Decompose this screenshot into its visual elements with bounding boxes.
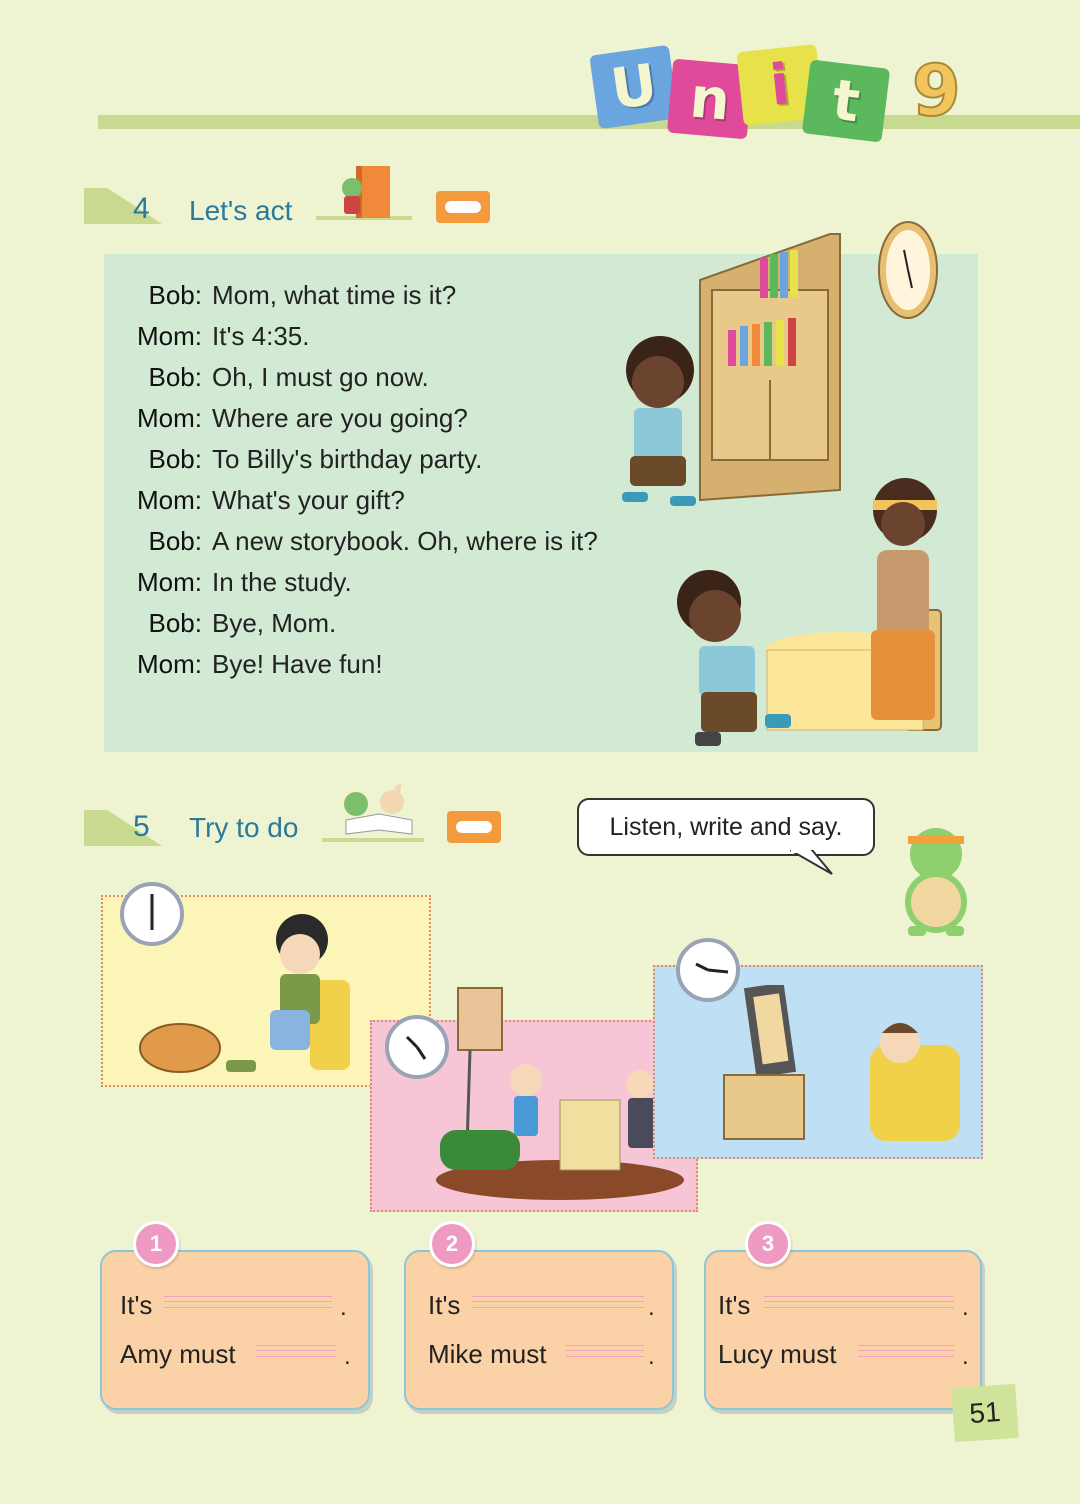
line-text: Where are you going? xyxy=(212,403,468,433)
speaker: Mom: xyxy=(137,485,202,515)
card-2-line2-label: Mike must xyxy=(428,1339,547,1369)
section-4-tab xyxy=(84,188,162,224)
wall-clock-icon xyxy=(878,220,938,320)
card-1-line1-period: . xyxy=(340,1294,347,1321)
card-3-line2-period: . xyxy=(962,1343,969,1370)
card-3-line1-blank[interactable] xyxy=(764,1296,954,1308)
card-2-line1-blank[interactable] xyxy=(472,1296,644,1308)
section-5-underline xyxy=(322,838,424,842)
audio-cassette-icon[interactable] xyxy=(447,811,501,843)
unit-tile-t: t xyxy=(802,59,890,142)
card-2-line2-blank[interactable] xyxy=(566,1345,644,1357)
card-2-line1-label: It's xyxy=(428,1290,461,1320)
dialogue-line xyxy=(0,362,660,403)
dialogue-line xyxy=(0,567,660,608)
girl-watching-tv-illustration xyxy=(720,985,970,1145)
mom-and-boy-illustration xyxy=(655,470,955,770)
line-text: Mom, what time is it? xyxy=(212,280,457,310)
speaker: Mom: xyxy=(137,649,202,679)
speaker: Mom: xyxy=(137,567,202,597)
card-1-line1-blank[interactable] xyxy=(164,1296,332,1308)
speaker: Bob: xyxy=(148,362,202,392)
girl-putting-on-shoes-illustration xyxy=(130,900,360,1080)
card-1-line1-label: It's xyxy=(120,1290,153,1320)
answer-card-1 xyxy=(100,1250,370,1410)
section-4-title: Let's act xyxy=(189,195,293,226)
card-2-line1-period: . xyxy=(648,1294,655,1321)
card-1-line2-label: Amy must xyxy=(120,1339,236,1369)
speaker: Mom: xyxy=(137,403,202,433)
card-2-line2-period: . xyxy=(648,1343,655,1370)
answer-card-2 xyxy=(404,1250,674,1410)
page-number: 51 xyxy=(951,1384,1019,1442)
speaker: Mom: xyxy=(137,321,202,351)
dialogue-line xyxy=(0,321,660,362)
audio-cassette-icon[interactable] xyxy=(436,191,490,223)
card-1-line2-blank[interactable] xyxy=(256,1345,336,1357)
unit-number: 9 xyxy=(912,50,961,132)
line-text: Bye! Have fun! xyxy=(212,649,383,679)
section-4-number: 4 xyxy=(133,192,150,225)
speaker: Bob: xyxy=(148,444,202,474)
line-text: Bye, Mom. xyxy=(212,608,337,638)
instruction-bubble: Listen, write and say. xyxy=(577,798,875,856)
dialogue-line xyxy=(0,444,660,485)
card-3-line1-period: . xyxy=(962,1294,969,1321)
card-3-line2-label: Lucy must xyxy=(718,1339,837,1369)
answer-card-3 xyxy=(704,1250,982,1410)
curtain-character-icon xyxy=(336,166,390,218)
line-text: What's your gift? xyxy=(212,485,405,515)
speaker: Bob: xyxy=(148,608,202,638)
speaker: Bob: xyxy=(148,280,202,310)
dialogue-line xyxy=(0,403,660,444)
dialogue-line xyxy=(0,608,660,649)
line-text: In the study. xyxy=(212,567,352,597)
reading-characters-icon xyxy=(336,784,422,838)
dialogue-line xyxy=(0,649,660,690)
unit-tile-n: n xyxy=(667,59,753,140)
turtle-character-icon xyxy=(894,822,976,940)
bubble-tail xyxy=(790,850,834,876)
dialogue-line xyxy=(0,280,660,321)
dialogue-line xyxy=(0,485,660,526)
speaker: Bob: xyxy=(148,526,202,556)
line-text: It's 4:35. xyxy=(212,321,310,351)
unit-tile-u: U xyxy=(589,45,679,129)
line-text: Oh, I must go now. xyxy=(212,362,429,392)
dialogue-line xyxy=(0,526,660,567)
line-text: A new storybook. Oh, where is it? xyxy=(212,526,598,556)
line-text: To Billy's birthday party. xyxy=(212,444,483,474)
card-3-number-badge: 3 xyxy=(745,1221,791,1267)
card-1-number-badge: 1 xyxy=(133,1221,179,1267)
card-3-line1-label: It's xyxy=(718,1290,751,1320)
card-2-number-badge: 2 xyxy=(429,1221,475,1267)
unit-tile-i: i xyxy=(736,44,823,126)
section-5-title: Try to do xyxy=(189,812,299,843)
card-3-line2-blank[interactable] xyxy=(858,1345,954,1357)
card-1-line2-period: . xyxy=(344,1343,351,1370)
section-5-tab xyxy=(84,810,162,846)
dialogue-lines xyxy=(0,280,660,690)
section-5-number: 5 xyxy=(133,810,150,843)
